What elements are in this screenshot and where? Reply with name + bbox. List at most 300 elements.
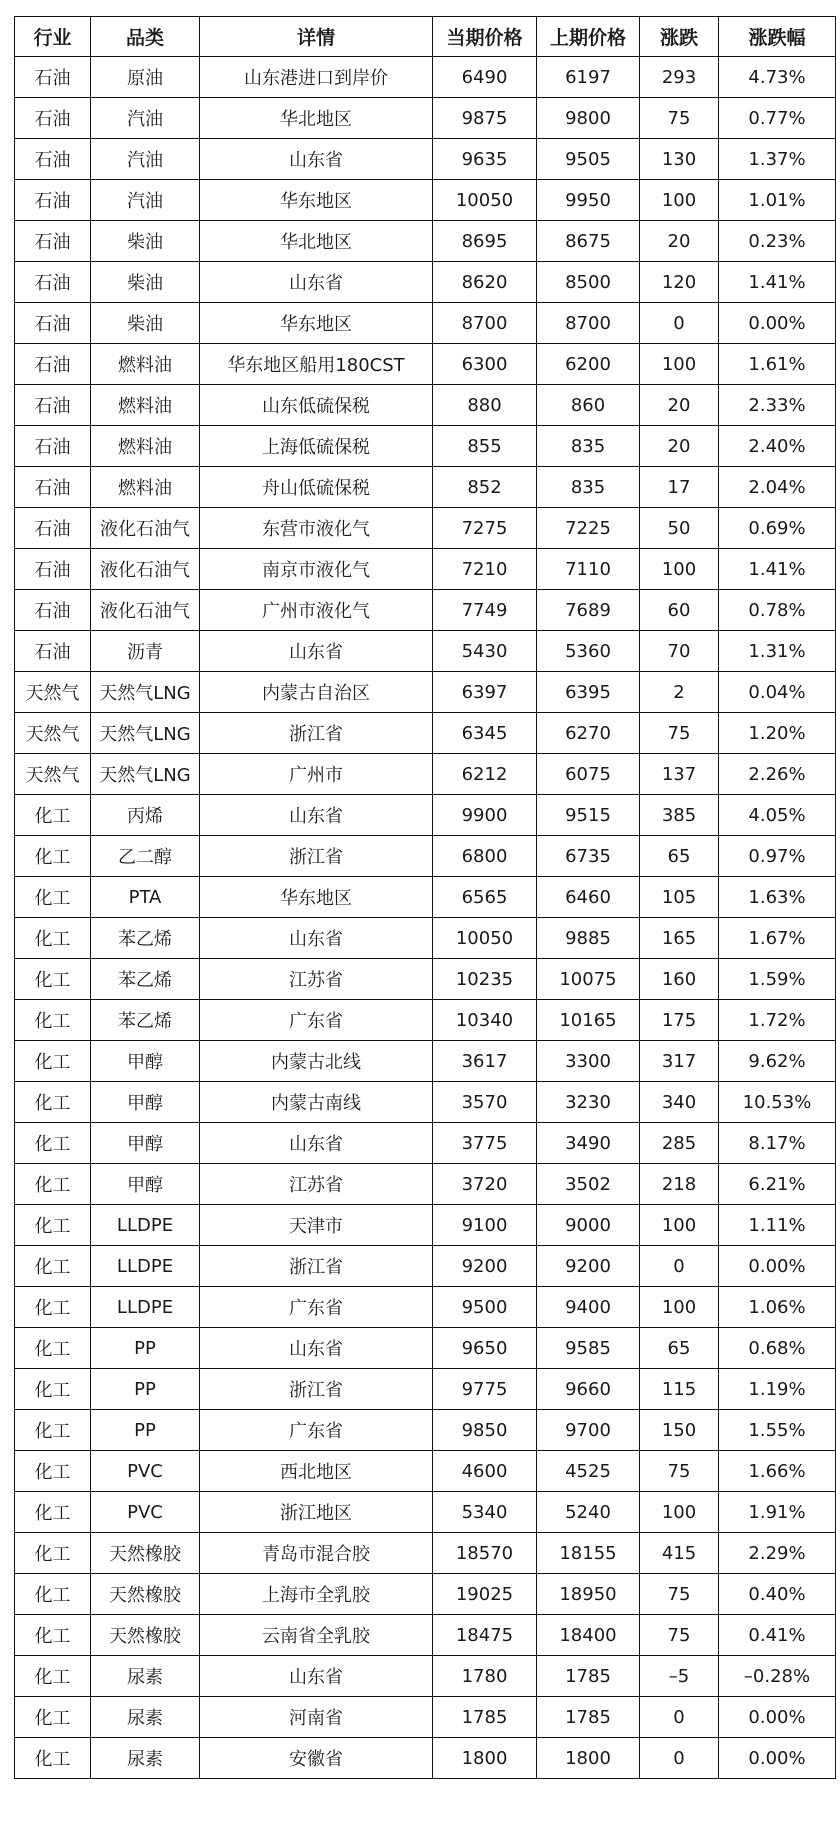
change-cell: 340 (640, 1082, 719, 1123)
detail-cell: 山东省 (200, 1123, 433, 1164)
change-cell: 65 (640, 836, 719, 877)
previous-price-cell: 18400 (537, 1615, 640, 1656)
current-price-cell: 10050 (433, 180, 537, 221)
industry-cell: 石油 (15, 262, 91, 303)
change-cell: 75 (640, 1615, 719, 1656)
table-row (15, 959, 836, 1000)
detail-cell: 华东地区 (200, 877, 433, 918)
category-cell: 液化石油气 (91, 549, 200, 590)
industry-cell: 化工 (15, 1451, 91, 1492)
previous-price-cell: 6075 (537, 754, 640, 795)
industry-cell: 化工 (15, 795, 91, 836)
current-price-cell: 8700 (433, 303, 537, 344)
detail-cell: 山东省 (200, 1328, 433, 1369)
category-cell: 汽油 (91, 139, 200, 180)
category-cell: 液化石油气 (91, 508, 200, 549)
current-price-cell: 10050 (433, 918, 537, 959)
industry-cell: 化工 (15, 1738, 91, 1779)
category-cell: 尿素 (91, 1697, 200, 1738)
change-percent-cell: 0.68% (719, 1328, 836, 1369)
change-cell: 60 (640, 590, 719, 631)
category-cell: 丙烯 (91, 795, 200, 836)
detail-cell: 西北地区 (200, 1451, 433, 1492)
current-price-cell: 852 (433, 467, 537, 508)
detail-cell: 山东省 (200, 1656, 433, 1697)
change-percent-cell: 0.00% (719, 303, 836, 344)
current-price-cell: 7210 (433, 549, 537, 590)
current-price-cell: 9775 (433, 1369, 537, 1410)
industry-cell: 化工 (15, 1123, 91, 1164)
category-cell: 柴油 (91, 262, 200, 303)
change-cell: 175 (640, 1000, 719, 1041)
table-row (15, 1082, 836, 1123)
category-cell: 尿素 (91, 1656, 200, 1697)
change-percent-cell: 0.40% (719, 1574, 836, 1615)
industry-cell: 石油 (15, 508, 91, 549)
change-cell: 0 (640, 1697, 719, 1738)
change-cell: 70 (640, 631, 719, 672)
current-price-cell: 3775 (433, 1123, 537, 1164)
industry-cell: 化工 (15, 1369, 91, 1410)
previous-price-cell: 10165 (537, 1000, 640, 1041)
previous-price-cell: 9660 (537, 1369, 640, 1410)
table-row (15, 795, 836, 836)
current-price-cell: 8620 (433, 262, 537, 303)
header-current-price: 当期价格 (433, 17, 537, 57)
table-row (15, 1492, 836, 1533)
industry-cell: 石油 (15, 590, 91, 631)
industry-cell: 化工 (15, 1205, 91, 1246)
current-price-cell: 7749 (433, 590, 537, 631)
industry-cell: 天然气 (15, 672, 91, 713)
current-price-cell: 6397 (433, 672, 537, 713)
change-cell: 218 (640, 1164, 719, 1205)
current-price-cell: 1780 (433, 1656, 537, 1697)
industry-cell: 化工 (15, 918, 91, 959)
change-percent-cell: 1.01% (719, 180, 836, 221)
current-price-cell: 1785 (433, 1697, 537, 1738)
change-percent-cell: 1.37% (719, 139, 836, 180)
detail-cell: 河南省 (200, 1697, 433, 1738)
current-price-cell: 6490 (433, 57, 537, 98)
category-cell: 天然橡胶 (91, 1574, 200, 1615)
detail-cell: 华北地区 (200, 221, 433, 262)
change-percent-cell: 0.69% (719, 508, 836, 549)
table-row (15, 426, 836, 467)
table-row (15, 631, 836, 672)
previous-price-cell: 4525 (537, 1451, 640, 1492)
previous-price-cell: 10075 (537, 959, 640, 1000)
current-price-cell: 3617 (433, 1041, 537, 1082)
change-percent-cell: 2.29% (719, 1533, 836, 1574)
previous-price-cell: 5360 (537, 631, 640, 672)
change-cell: 75 (640, 98, 719, 139)
current-price-cell: 7275 (433, 508, 537, 549)
detail-cell: 华北地区 (200, 98, 433, 139)
change-cell: 100 (640, 1492, 719, 1533)
detail-cell: 广东省 (200, 1000, 433, 1041)
previous-price-cell: 7110 (537, 549, 640, 590)
industry-cell: 石油 (15, 631, 91, 672)
industry-cell: 石油 (15, 98, 91, 139)
current-price-cell: 9200 (433, 1246, 537, 1287)
industry-cell: 化工 (15, 1082, 91, 1123)
change-percent-cell: 0.00% (719, 1246, 836, 1287)
table-row (15, 1205, 836, 1246)
previous-price-cell: 6395 (537, 672, 640, 713)
change-percent-cell: 2.40% (719, 426, 836, 467)
table-row (15, 836, 836, 877)
previous-price-cell: 9585 (537, 1328, 640, 1369)
change-percent-cell: 1.91% (719, 1492, 836, 1533)
previous-price-cell: 8500 (537, 262, 640, 303)
current-price-cell: 9650 (433, 1328, 537, 1369)
change-cell: 50 (640, 508, 719, 549)
current-price-cell: 18570 (433, 1533, 537, 1574)
detail-cell: 浙江省 (200, 1369, 433, 1410)
category-cell: 乙二醇 (91, 836, 200, 877)
previous-price-cell: 9400 (537, 1287, 640, 1328)
previous-price-cell: 5240 (537, 1492, 640, 1533)
change-percent-cell: 6.21% (719, 1164, 836, 1205)
change-cell: 165 (640, 918, 719, 959)
table-row (15, 754, 836, 795)
detail-cell: 广州市液化气 (200, 590, 433, 631)
current-price-cell: 5340 (433, 1492, 537, 1533)
detail-cell: 华东地区 (200, 180, 433, 221)
change-cell: 0 (640, 1246, 719, 1287)
category-cell: LLDPE (91, 1287, 200, 1328)
detail-cell: 天津市 (200, 1205, 433, 1246)
previous-price-cell: 6200 (537, 344, 640, 385)
previous-price-cell: 1800 (537, 1738, 640, 1779)
category-cell: 液化石油气 (91, 590, 200, 631)
table-row (15, 672, 836, 713)
previous-price-cell: 9200 (537, 1246, 640, 1287)
previous-price-cell: 3300 (537, 1041, 640, 1082)
table-row (15, 1041, 836, 1082)
current-price-cell: 10340 (433, 1000, 537, 1041)
previous-price-cell: 9800 (537, 98, 640, 139)
category-cell: PVC (91, 1492, 200, 1533)
category-cell: 天然气LNG (91, 713, 200, 754)
table-row (15, 1697, 836, 1738)
detail-cell: 浙江省 (200, 1246, 433, 1287)
change-cell: 293 (640, 57, 719, 98)
change-percent-cell: 1.55% (719, 1410, 836, 1451)
price-table-container (14, 16, 836, 1779)
current-price-cell: 10235 (433, 959, 537, 1000)
previous-price-cell: 6197 (537, 57, 640, 98)
previous-price-cell: 6735 (537, 836, 640, 877)
change-cell: 105 (640, 877, 719, 918)
change-cell: 20 (640, 426, 719, 467)
change-percent-cell: 1.61% (719, 344, 836, 385)
detail-cell: 山东省 (200, 631, 433, 672)
change-cell: 75 (640, 1574, 719, 1615)
detail-cell: 内蒙古北线 (200, 1041, 433, 1082)
previous-price-cell: 9700 (537, 1410, 640, 1451)
category-cell: 燃料油 (91, 467, 200, 508)
detail-cell: 山东省 (200, 795, 433, 836)
change-percent-cell: 1.41% (719, 549, 836, 590)
detail-cell: 山东港进口到岸价 (200, 57, 433, 98)
change-percent-cell: 1.63% (719, 877, 836, 918)
change-percent-cell: 1.72% (719, 1000, 836, 1041)
table-body (15, 57, 836, 1779)
category-cell: 燃料油 (91, 344, 200, 385)
detail-cell: 舟山低硫保税 (200, 467, 433, 508)
change-percent-cell: 0.78% (719, 590, 836, 631)
previous-price-cell: 6460 (537, 877, 640, 918)
table-row (15, 303, 836, 344)
category-cell: 天然气LNG (91, 754, 200, 795)
current-price-cell: 18475 (433, 1615, 537, 1656)
industry-cell: 石油 (15, 303, 91, 344)
previous-price-cell: 860 (537, 385, 640, 426)
change-percent-cell: 0.41% (719, 1615, 836, 1656)
previous-price-cell: 9515 (537, 795, 640, 836)
detail-cell: 浙江省 (200, 836, 433, 877)
category-cell: 原油 (91, 57, 200, 98)
previous-price-cell: 7225 (537, 508, 640, 549)
current-price-cell: 4600 (433, 1451, 537, 1492)
category-cell: 天然橡胶 (91, 1533, 200, 1574)
current-price-cell: 6565 (433, 877, 537, 918)
change-cell: 2 (640, 672, 719, 713)
detail-cell: 山东省 (200, 139, 433, 180)
change-percent-cell: 1.31% (719, 631, 836, 672)
change-cell: 100 (640, 180, 719, 221)
industry-cell: 石油 (15, 549, 91, 590)
table-row (15, 467, 836, 508)
change-cell: 17 (640, 467, 719, 508)
change-cell: 65 (640, 1328, 719, 1369)
change-cell: 100 (640, 1205, 719, 1246)
previous-price-cell: 835 (537, 426, 640, 467)
header-change: 涨跌 (640, 17, 719, 57)
current-price-cell: 1800 (433, 1738, 537, 1779)
detail-cell: 广东省 (200, 1287, 433, 1328)
table-row (15, 1656, 836, 1697)
previous-price-cell: 18950 (537, 1574, 640, 1615)
change-cell: 120 (640, 262, 719, 303)
change-cell: 75 (640, 1451, 719, 1492)
table-row (15, 1164, 836, 1205)
detail-cell: 山东省 (200, 262, 433, 303)
table-row (15, 1123, 836, 1164)
table-row (15, 98, 836, 139)
detail-cell: 安徽省 (200, 1738, 433, 1779)
category-cell: 汽油 (91, 180, 200, 221)
table-row (15, 877, 836, 918)
table-row (15, 344, 836, 385)
change-percent-cell: 4.05% (719, 795, 836, 836)
current-price-cell: 5430 (433, 631, 537, 672)
change-percent-cell: 1.66% (719, 1451, 836, 1492)
change-percent-cell: –0.28% (719, 1656, 836, 1697)
table-row (15, 57, 836, 98)
detail-cell: 内蒙古自治区 (200, 672, 433, 713)
current-price-cell: 880 (433, 385, 537, 426)
category-cell: PTA (91, 877, 200, 918)
previous-price-cell: 3230 (537, 1082, 640, 1123)
industry-cell: 天然气 (15, 713, 91, 754)
current-price-cell: 855 (433, 426, 537, 467)
category-cell: 燃料油 (91, 385, 200, 426)
header-previous-price: 上期价格 (537, 17, 640, 57)
industry-cell: 化工 (15, 1492, 91, 1533)
previous-price-cell: 1785 (537, 1656, 640, 1697)
current-price-cell: 6345 (433, 713, 537, 754)
header-industry: 行业 (15, 17, 91, 57)
table-row (15, 139, 836, 180)
previous-price-cell: 8700 (537, 303, 640, 344)
industry-cell: 化工 (15, 1041, 91, 1082)
category-cell: PP (91, 1369, 200, 1410)
change-percent-cell: 4.73% (719, 57, 836, 98)
change-percent-cell: 0.00% (719, 1738, 836, 1779)
table-row (15, 1574, 836, 1615)
category-cell: PVC (91, 1451, 200, 1492)
table-row (15, 590, 836, 631)
change-cell: –5 (640, 1656, 719, 1697)
current-price-cell: 9850 (433, 1410, 537, 1451)
change-cell: 385 (640, 795, 719, 836)
change-cell: 137 (640, 754, 719, 795)
table-row (15, 1615, 836, 1656)
category-cell: 甲醇 (91, 1123, 200, 1164)
industry-cell: 化工 (15, 1164, 91, 1205)
previous-price-cell: 9505 (537, 139, 640, 180)
previous-price-cell: 6270 (537, 713, 640, 754)
table-row (15, 1451, 836, 1492)
current-price-cell: 6212 (433, 754, 537, 795)
detail-cell: 浙江地区 (200, 1492, 433, 1533)
change-percent-cell: 1.59% (719, 959, 836, 1000)
current-price-cell: 3570 (433, 1082, 537, 1123)
table-header (15, 17, 836, 57)
change-percent-cell: 0.23% (719, 221, 836, 262)
current-price-cell: 3720 (433, 1164, 537, 1205)
category-cell: 天然橡胶 (91, 1615, 200, 1656)
industry-cell: 石油 (15, 139, 91, 180)
change-percent-cell: 0.77% (719, 98, 836, 139)
table-row (15, 1287, 836, 1328)
change-percent-cell: 1.19% (719, 1369, 836, 1410)
previous-price-cell: 8675 (537, 221, 640, 262)
change-cell: 130 (640, 139, 719, 180)
table-row (15, 1000, 836, 1041)
industry-cell: 化工 (15, 1697, 91, 1738)
table-row (15, 1410, 836, 1451)
change-percent-cell: 0.00% (719, 1697, 836, 1738)
detail-cell: 内蒙古南线 (200, 1082, 433, 1123)
industry-cell: 石油 (15, 385, 91, 426)
category-cell: 甲醇 (91, 1164, 200, 1205)
previous-price-cell: 9000 (537, 1205, 640, 1246)
industry-cell: 化工 (15, 1410, 91, 1451)
current-price-cell: 6300 (433, 344, 537, 385)
change-cell: 100 (640, 1287, 719, 1328)
previous-price-cell: 3490 (537, 1123, 640, 1164)
change-cell: 20 (640, 221, 719, 262)
detail-cell: 华东地区 (200, 303, 433, 344)
previous-price-cell: 1785 (537, 1697, 640, 1738)
header-category: 品类 (91, 17, 200, 57)
header-change-percent: 涨跌幅 (719, 17, 836, 57)
industry-cell: 石油 (15, 57, 91, 98)
industry-cell: 化工 (15, 1000, 91, 1041)
detail-cell: 东营市液化气 (200, 508, 433, 549)
change-percent-cell: 0.04% (719, 672, 836, 713)
detail-cell: 广州市 (200, 754, 433, 795)
table-row (15, 385, 836, 426)
industry-cell: 化工 (15, 1287, 91, 1328)
table-row (15, 1328, 836, 1369)
change-percent-cell: 9.62% (719, 1041, 836, 1082)
detail-cell: 浙江省 (200, 713, 433, 754)
detail-cell: 青岛市混合胶 (200, 1533, 433, 1574)
industry-cell: 石油 (15, 180, 91, 221)
industry-cell: 化工 (15, 1328, 91, 1369)
industry-cell: 化工 (15, 1246, 91, 1287)
change-cell: 317 (640, 1041, 719, 1082)
industry-cell: 化工 (15, 877, 91, 918)
table-row (15, 508, 836, 549)
detail-cell: 上海低硫保税 (200, 426, 433, 467)
industry-cell: 化工 (15, 1615, 91, 1656)
current-price-cell: 9100 (433, 1205, 537, 1246)
current-price-cell: 9500 (433, 1287, 537, 1328)
current-price-cell: 8695 (433, 221, 537, 262)
detail-cell: 广东省 (200, 1410, 433, 1451)
category-cell: LLDPE (91, 1246, 200, 1287)
industry-cell: 石油 (15, 467, 91, 508)
category-cell: 尿素 (91, 1738, 200, 1779)
industry-cell: 化工 (15, 1656, 91, 1697)
table-row (15, 180, 836, 221)
industry-cell: 石油 (15, 426, 91, 467)
change-percent-cell: 10.53% (719, 1082, 836, 1123)
change-cell: 115 (640, 1369, 719, 1410)
table-row (15, 1369, 836, 1410)
category-cell: 甲醇 (91, 1041, 200, 1082)
category-cell: PP (91, 1328, 200, 1369)
category-cell: 苯乙烯 (91, 918, 200, 959)
industry-cell: 化工 (15, 1574, 91, 1615)
detail-cell: 江苏省 (200, 959, 433, 1000)
category-cell: 甲醇 (91, 1082, 200, 1123)
change-percent-cell: 1.06% (719, 1287, 836, 1328)
change-percent-cell: 2.04% (719, 467, 836, 508)
detail-cell: 江苏省 (200, 1164, 433, 1205)
change-cell: 160 (640, 959, 719, 1000)
detail-cell: 南京市液化气 (200, 549, 433, 590)
category-cell: PP (91, 1410, 200, 1451)
change-cell: 100 (640, 549, 719, 590)
change-percent-cell: 1.20% (719, 713, 836, 754)
change-percent-cell: 1.67% (719, 918, 836, 959)
category-cell: 沥青 (91, 631, 200, 672)
detail-cell: 山东省 (200, 918, 433, 959)
change-percent-cell: 2.26% (719, 754, 836, 795)
previous-price-cell: 18155 (537, 1533, 640, 1574)
detail-cell: 上海市全乳胶 (200, 1574, 433, 1615)
table-row (15, 713, 836, 754)
category-cell: 天然气LNG (91, 672, 200, 713)
detail-cell: 云南省全乳胶 (200, 1615, 433, 1656)
